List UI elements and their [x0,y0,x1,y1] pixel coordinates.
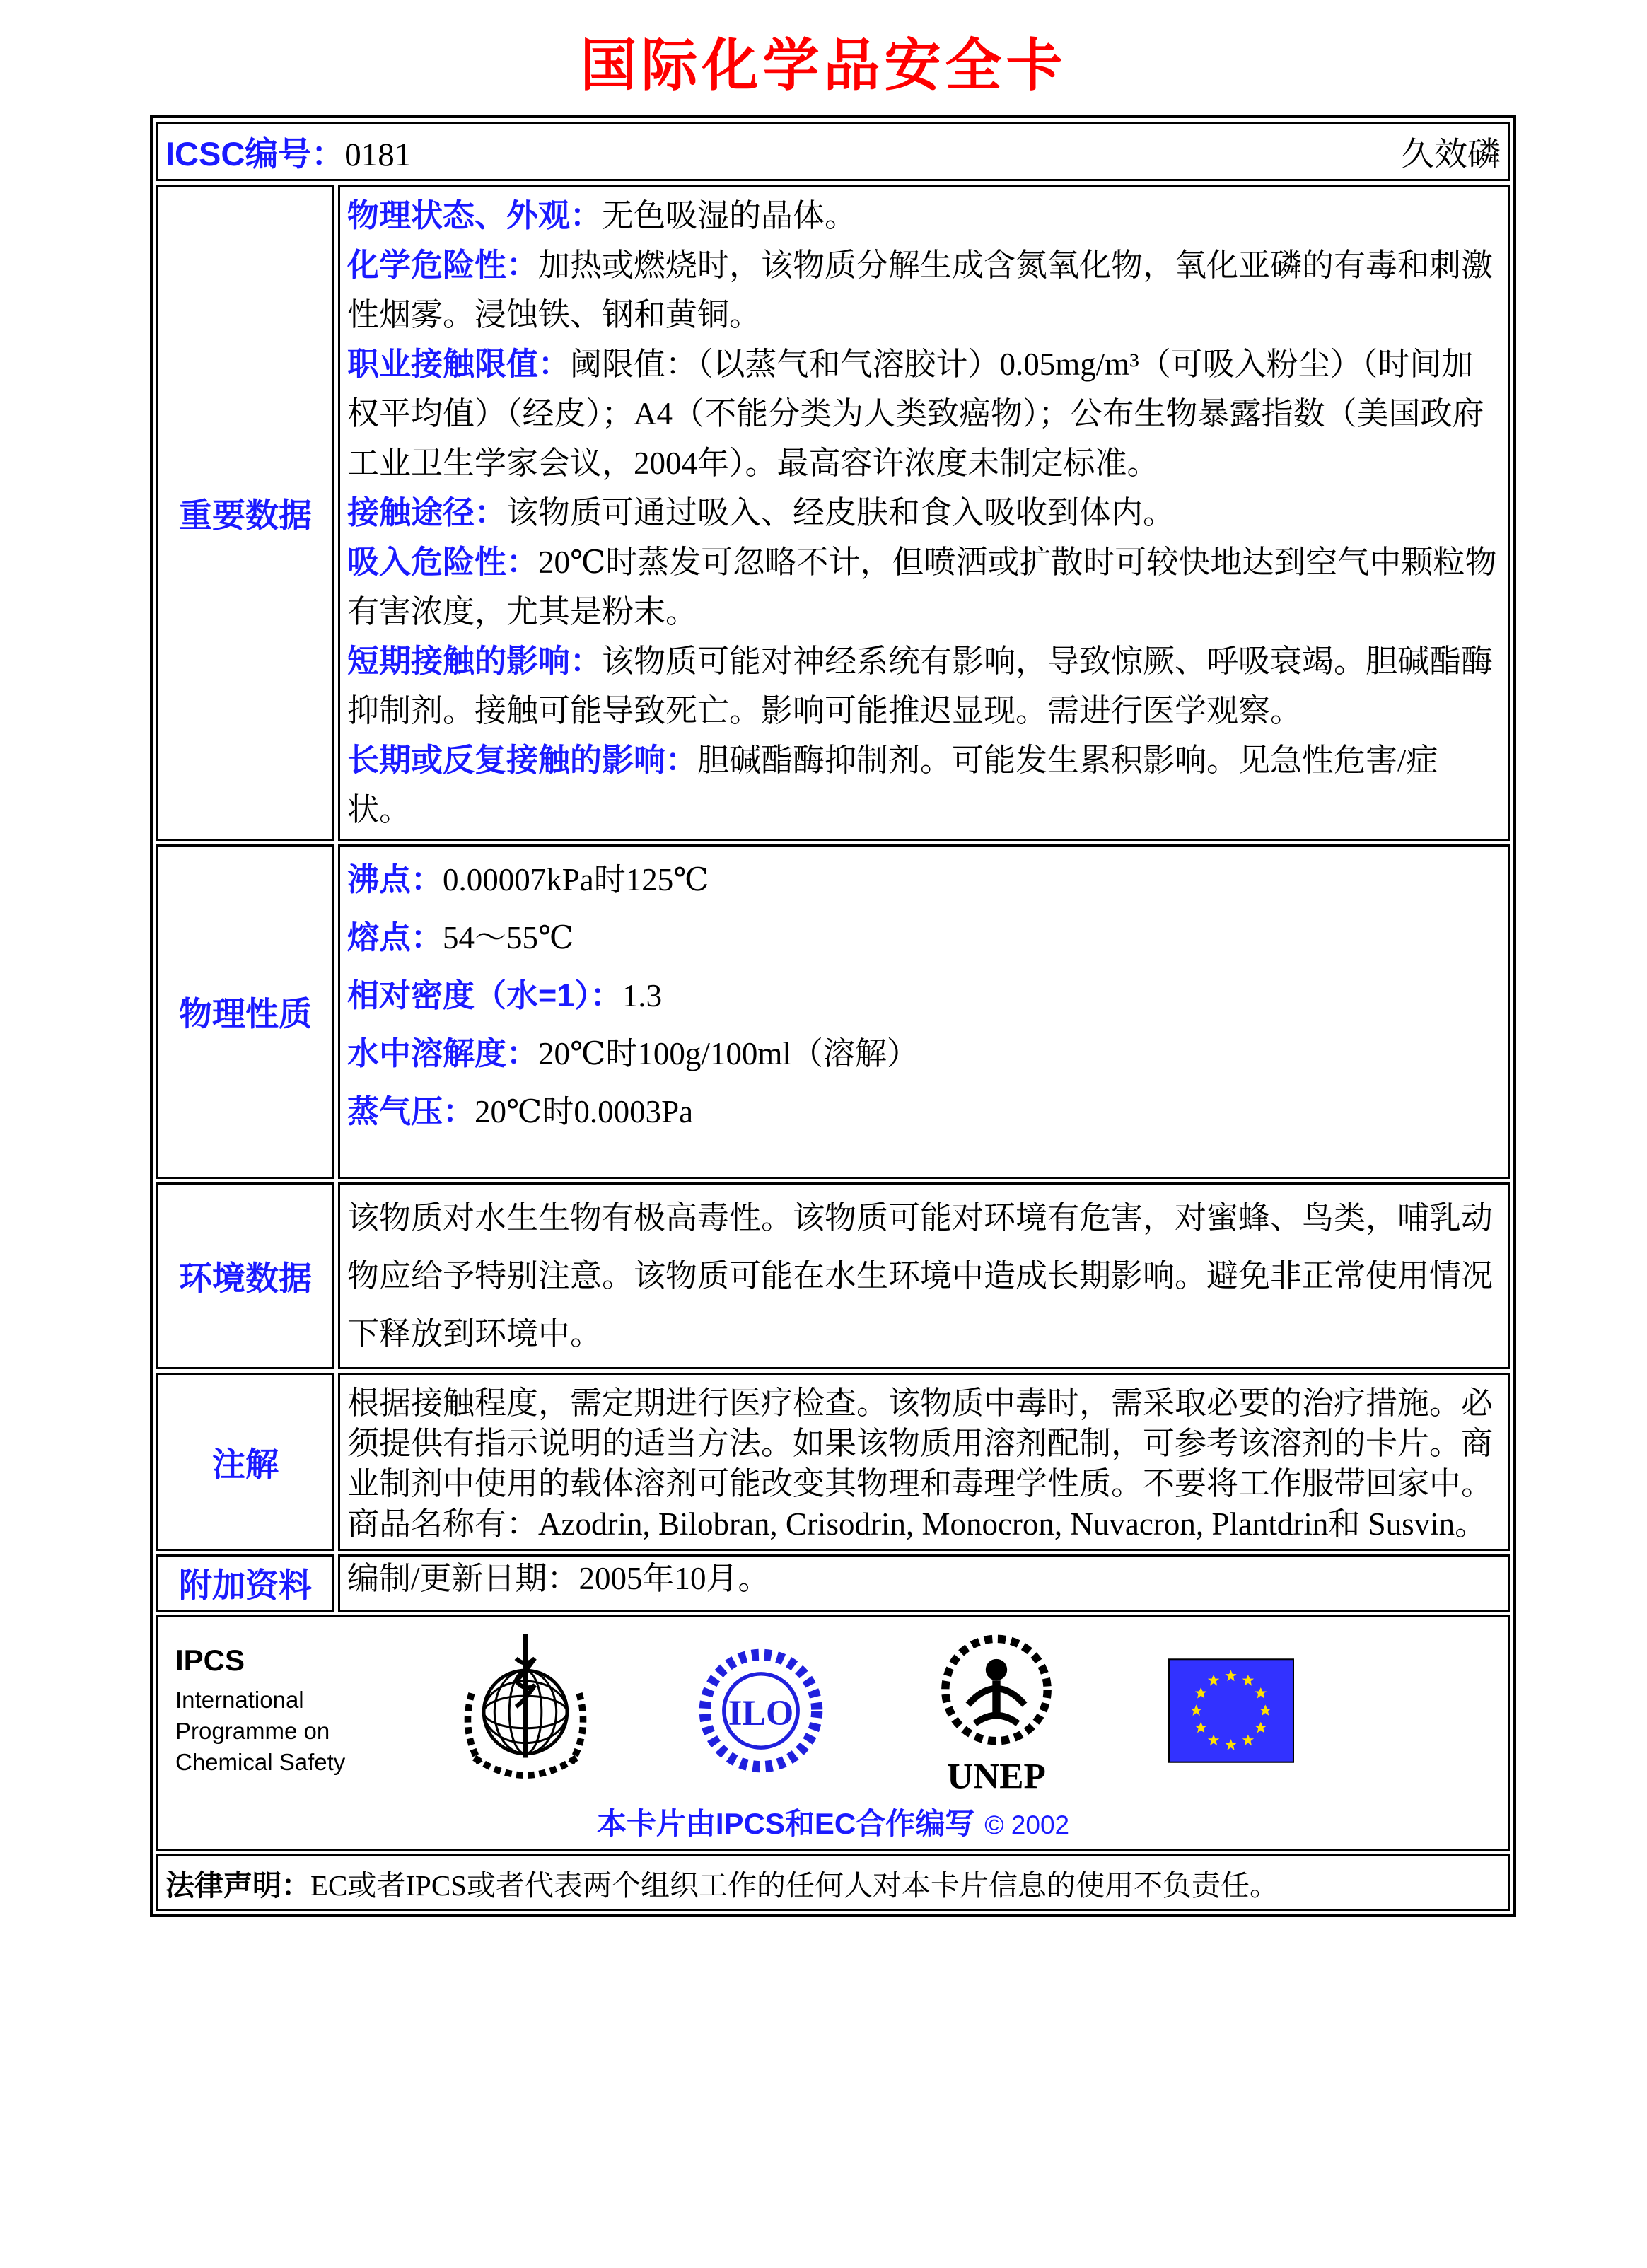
logos-row [156,1615,1510,1851]
field-label: 沸点： [347,861,443,897]
field-label: 职业接触限值： [347,346,571,382]
notes-content [338,1373,1510,1551]
field-label: 长期或反复接触的影响： [347,742,698,778]
eu-flag-icon [1168,1658,1294,1763]
section-label-additional-info: 附加资料 [156,1554,334,1612]
legal-label: 法律声明： [165,1868,310,1902]
field-value: 无色吸湿的晶体。 [602,198,857,233]
header-row [156,122,1510,181]
ipcs-text-block [171,1644,354,1778]
legal-text: EC或者IPCS或者代表两个组织工作的任何人对本卡片信息的使用不负责任。 [310,1868,1279,1902]
field-vapor-pressure [347,1083,1501,1141]
field-label: 吸入危险性： [347,544,539,580]
icsc-number-label: ICSC编号： [165,134,345,173]
physical-properties-row [156,844,1510,1179]
legal-cell [156,1854,1510,1911]
credit-text: 本卡片由IPCS和EC合作编写 [596,1807,975,1840]
field-value: 胆碱酯酶抑制剂。可能发生累积影响。见急性危害/症状。 [347,743,1438,827]
credit-line [158,1801,1508,1843]
additional-info-content [338,1554,1510,1612]
field-value: 20℃时蒸发可忽略不计，但喷洒或扩散时可较快地达到空气中颗粒物有害浓度，尤其是粉末。 [347,545,1497,629]
field-label: 熔点： [347,919,443,955]
field-label: 物理状态、外观： [347,197,603,233]
field-occupational-limits [347,339,1501,488]
icsc-number-group [165,128,411,175]
field-boiling-point [347,851,1501,909]
field-value: 阈限值：（以蒸气和气溶胶计）0.05mg/m³（可吸入粉尘）（时间加权平均值）（经皮）；A4（不能分类为人类致癌物）；公布生物暴露指数（美国政府工业卫生学家会议，2004年）。最高容许浓度未制定标准。 [347,347,1484,481]
field-label: 化学危险性： [347,247,539,283]
chemical-name: 久效磷 [1401,136,1501,173]
icsc-card-table [150,115,1516,1917]
field-value: 20℃时100g/100ml（溶解） [538,1036,919,1071]
field-value: 该物质可通过吸入、经皮肤和食入吸收到体内。 [506,495,1175,530]
field-physical-state [347,191,1501,240]
field-label: 接触途径： [347,494,507,530]
field-value: 该物质可能对神经系统有影响，导致惊厥、呼吸衰竭。胆碱酯酶抑制剂。接触可能导致死亡。影响可能推迟显现。需进行医学观察。 [347,644,1494,728]
ipcs-line-3: Chemical Safety [175,1748,346,1775]
field-value: 54～55℃ [443,920,574,955]
section-label-physical-properties: 物理性质 [156,844,334,1179]
physical-properties-content [338,844,1510,1179]
section-label-important-data: 重要数据 [156,185,334,841]
field-short-term-effects [347,636,1501,735]
ipcs-acronym: IPCS [175,1643,245,1677]
additional-info-row [156,1554,1510,1612]
environmental-data-content [338,1182,1510,1369]
field-relative-density [347,967,1501,1025]
page-title: 国际化学品安全卡 [580,33,1067,98]
field-value: 20℃时0.0003Pa [475,1094,694,1129]
who-logo-icon [458,1629,593,1793]
field-label: 水中溶解度： [347,1035,539,1071]
legal-row [156,1854,1510,1911]
additional-info-text: 编制/更新日期：2005年10月。 [347,1561,770,1596]
field-value: 加热或燃烧时，该物质分解生成含氮氧化物，氧化亚磷的有毒和刺激性烟雾。浸蚀铁、钢和黄铜。 [347,248,1494,332]
logos-cell [156,1615,1510,1851]
field-label: 相对密度（水=1）： [347,977,622,1013]
field-value: 0.00007kPa时125℃ [443,862,709,897]
environmental-data-row [156,1182,1510,1369]
unep-logo-icon [929,1627,1064,1795]
field-label: 短期接触的影响： [347,643,603,679]
field-inhalation-risk [347,537,1501,636]
field-water-solubility [347,1025,1501,1083]
important-data-row [156,185,1510,841]
important-data-content [338,185,1510,841]
environmental-data-text: 该物质对水生生物有极高毒性。该物质可能对环境有危害，对蜜蜂、鸟类，哺乳动物应给予特别注意。该物质可能在水生环境中造成长期影响。避免非正常使用情况下释放到环境中。 [347,1200,1494,1351]
field-chemical-danger [347,240,1501,339]
ipcs-line-2: Programme on [175,1717,330,1744]
field-exposure-routes [347,488,1501,537]
field-melting-point [347,909,1501,967]
ilo-logo-icon [697,1629,825,1793]
header-cell [156,122,1510,181]
field-label: 蒸气压： [347,1093,475,1129]
notes-row [156,1373,1510,1551]
section-label-notes: 注解 [156,1373,334,1551]
unep-logo-text: UNEP [947,1755,1046,1795]
copyright-text: © 2002 [984,1810,1070,1839]
icsc-page [0,20,1647,1917]
icsc-number-value: 0181 [344,136,412,173]
section-label-environmental-data: 环境数据 [156,1182,334,1369]
field-value: 1.3 [622,978,663,1013]
ilo-logo-text: ILO [728,1692,794,1733]
field-long-term-effects [347,735,1501,834]
notes-text: 根据接触程度，需定期进行医疗检查。该物质中毒时，需采取必要的治疗措施。必须提供有指示说明的适当方法。如果该物质用溶剂配制，可参考该溶剂的卡片。商业制剂中使用的载体溶剂可能改变其物理和毒理学性质。不要将工作服带回家中。商品名称有：Azodrin, Bilobran, Crisodrin, Monocron, Nuvacron, Plantdrin和 Susvin。 [347,1385,1494,1542]
ipcs-line-1: International [175,1686,304,1713]
